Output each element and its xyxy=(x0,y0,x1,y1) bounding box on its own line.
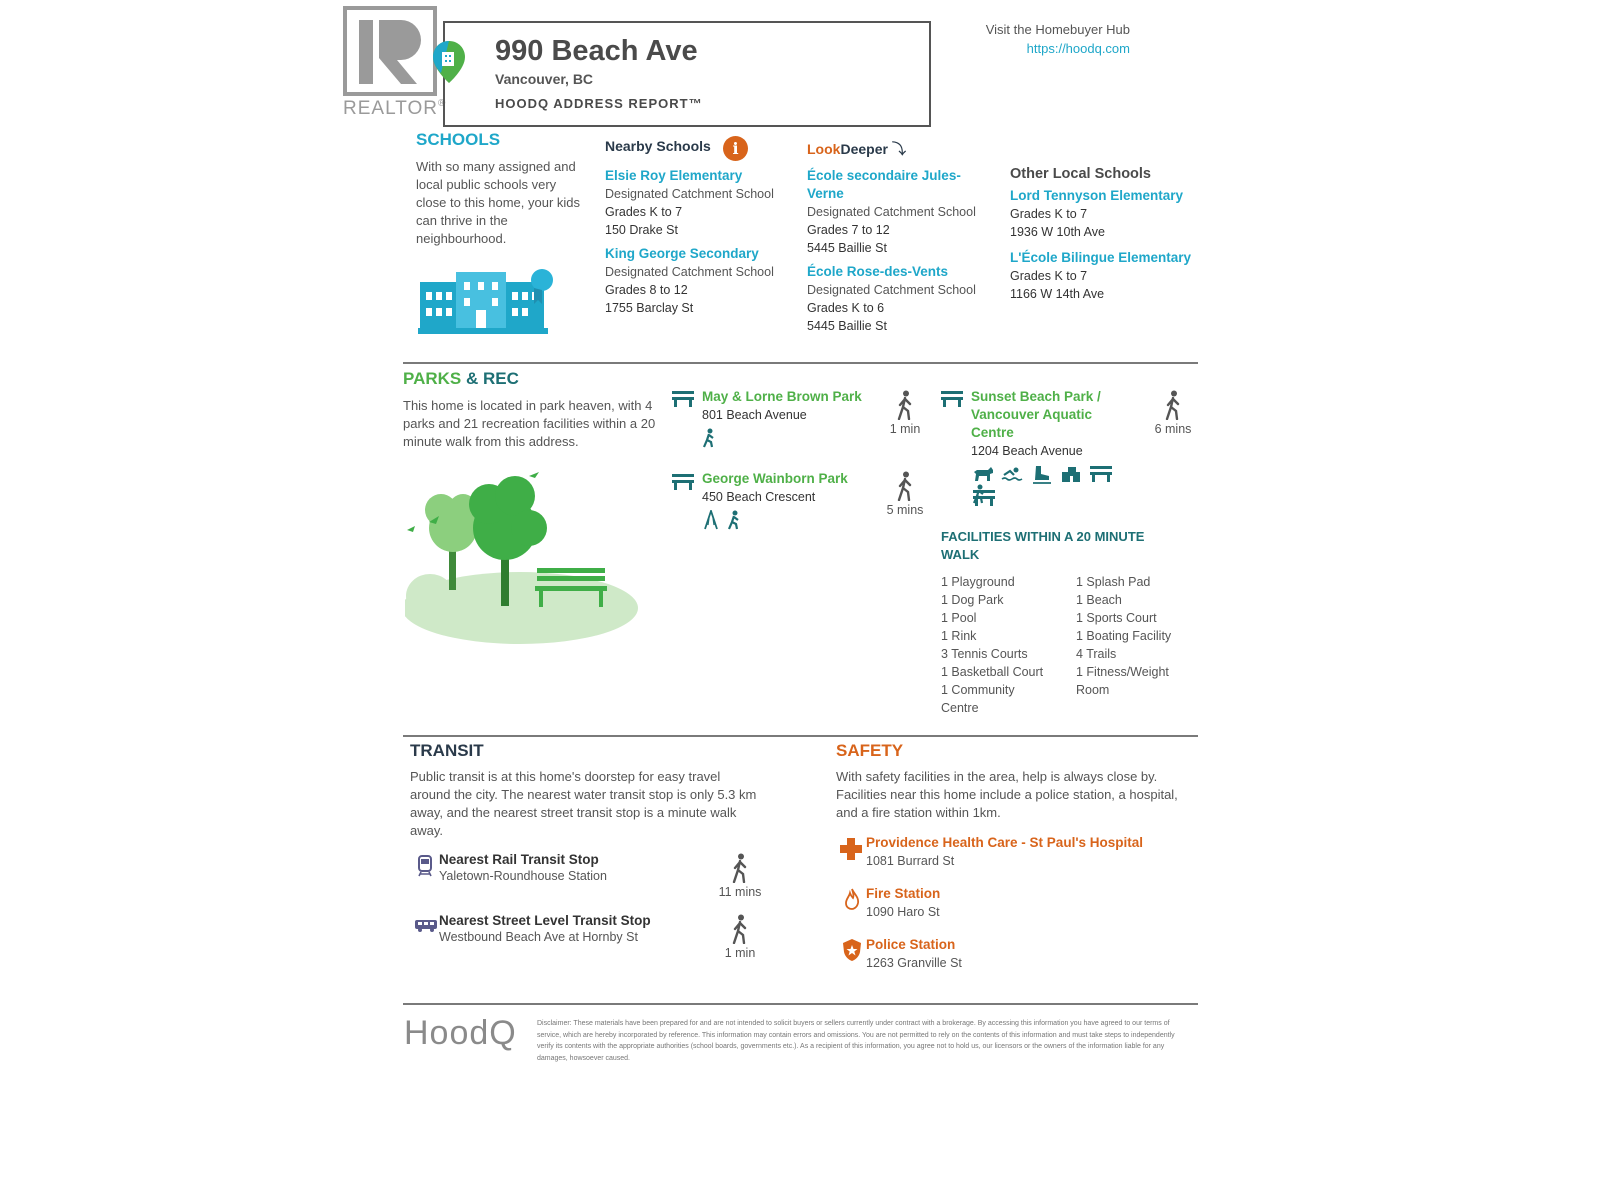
facility-item: 4 Trails xyxy=(1076,647,1117,661)
hub-link[interactable]: https://hoodq.com xyxy=(1026,41,1130,56)
school-name-line: Verne xyxy=(807,186,844,201)
transit-description xyxy=(410,768,780,840)
other-schools-label: Other Local Schools xyxy=(1010,166,1151,182)
facility-item: 1 Splash Pad xyxy=(1076,575,1151,589)
walking-person-icon xyxy=(896,471,914,501)
facility-item: 1 Rink xyxy=(941,629,977,643)
facility-item: 1 Boating Facility xyxy=(1076,629,1172,643)
disclaimer-line: Disclaimer: These materials have been prepared for and are not intended to solicit buyers or sellers currently under contract with a brokerage. By accessing this information you have agreed to our terms of xyxy=(537,1020,1170,1027)
parks-description: This home is located in park heaven, with 4 parks and 21 recreation facilities within a 20 minute walk from this address. xyxy=(403,398,656,449)
nearby-schools-label: Nearby Schools xyxy=(605,138,711,154)
facility-item: 1 Basketball Court xyxy=(941,665,1044,679)
facility-item: 1 Pool xyxy=(941,611,977,625)
school-type: Designated Catchment School xyxy=(807,205,976,219)
school-name[interactable] xyxy=(807,167,1002,203)
facilities-list-1 xyxy=(941,573,1071,717)
section-divider xyxy=(403,735,1198,737)
hospital-name[interactable]: Providence Health Care - St Paul's Hospital xyxy=(866,835,1144,850)
school-name[interactable]: École Rose-des-Vents xyxy=(807,264,949,279)
police-station-address: 1263 Granville St xyxy=(866,956,962,970)
police-badge-icon xyxy=(842,938,862,962)
playground-swing-icon xyxy=(702,510,720,530)
deeper-label: Deeper xyxy=(840,141,888,157)
fire-flame-icon xyxy=(844,888,860,910)
police-station-name[interactable]: Police Station xyxy=(866,937,956,952)
school-address: 1936 W 10th Ave xyxy=(1010,225,1105,239)
school-grades: Grades K to 7 xyxy=(1010,207,1088,221)
walk-time: 1 min xyxy=(724,946,756,960)
facility-item: Centre xyxy=(941,701,979,715)
swimming-icon xyxy=(1001,466,1023,482)
disclaimer-line: verify its contents with the appropriate authorities (school boards, governments etc.). As a recipient of this information, you agree not to hold us, our licensors or the owners of the information liable for any xyxy=(537,1043,1165,1050)
disclaimer xyxy=(537,1018,1202,1064)
facility-item: 1 Dog Park xyxy=(941,593,1004,607)
disclaimer-line: service, which are hereby incorporated by reference. This information may contain errors and omissions. You are not permitted to rely on the contents of this information and must take steps to independently xyxy=(537,1031,1175,1039)
walking-person-icon xyxy=(1164,390,1182,420)
registered-mark: ® xyxy=(438,98,447,109)
walk-time: 11 mins xyxy=(718,885,762,899)
parks-title-a: PARKS xyxy=(403,369,462,388)
rail-label: Nearest Rail Transit Stop xyxy=(439,852,599,867)
section-divider xyxy=(403,362,1198,364)
schools-description: With so many assigned and local public schools very close to this home, your kids can thrive in the neighbourhood. xyxy=(416,159,581,246)
safety-description-line: and a fire station within 1km. xyxy=(836,805,1001,820)
park-address: 1204 Beach Avenue xyxy=(971,444,1083,458)
safety-description-line: Facilities near this home include a police station, a hospital, xyxy=(836,787,1178,802)
school-address: 5445 Baillie St xyxy=(807,319,887,333)
transit-description-line: around the city. The nearest water transit stop is only 5.3 km xyxy=(410,787,757,802)
school-grades: Grades 7 to 12 xyxy=(807,223,890,237)
school-name[interactable]: King George Secondary xyxy=(605,246,759,261)
school-type: Designated Catchment School xyxy=(605,187,774,201)
facilities-title-line: WALK xyxy=(941,547,980,562)
school-address: 1755 Barclay St xyxy=(605,301,694,315)
location-pin-icon xyxy=(431,39,467,85)
hoodq-logo: HoodQ xyxy=(404,1014,517,1052)
facility-item: Room xyxy=(1076,683,1110,697)
park-bench-icon xyxy=(1090,466,1112,482)
walk-time: 1 min xyxy=(889,422,921,436)
address-box xyxy=(443,21,931,127)
realtor-r-icon xyxy=(343,6,437,96)
report-title: HOODQ ADDRESS REPORT™ xyxy=(495,96,703,111)
facilities-title-line: FACILITIES WITHIN A 20 MINUTE xyxy=(941,529,1145,544)
trail-runner-icon xyxy=(702,428,716,448)
walking-person-icon xyxy=(896,390,914,420)
safety-description-line: With safety facilities in the area, help is always close by. xyxy=(836,769,1158,784)
park-name[interactable]: George Wainborn Park xyxy=(702,471,848,486)
walking-person-icon xyxy=(731,853,749,883)
school-grades: Grades K to 7 xyxy=(1010,269,1088,283)
facility-item: 1 Sports Court xyxy=(1076,611,1157,625)
park-name-line: Sunset Beach Park / xyxy=(971,389,1101,404)
community-centre-icon xyxy=(1060,465,1082,483)
hospital-cross-icon xyxy=(840,838,862,860)
look-label: Look xyxy=(807,141,841,157)
disclaimer-line: damages, howsoever caused. xyxy=(537,1054,630,1062)
trail-runner-icon xyxy=(727,510,741,530)
rail-stop[interactable]: Yaletown-Roundhouse Station xyxy=(439,869,607,883)
hub-label: Visit the Homebuyer Hub xyxy=(985,22,1130,37)
park-bench-icon xyxy=(672,474,694,490)
street-stop[interactable]: Westbound Beach Ave at Hornby St xyxy=(439,930,638,944)
school-grades: Grades K to 6 xyxy=(807,301,885,315)
school-name-line: École secondaire Jules- xyxy=(807,168,961,183)
transit-description-line: away. xyxy=(410,823,443,838)
skating-rink-icon xyxy=(1031,464,1053,484)
school-type: Designated Catchment School xyxy=(605,265,774,279)
walking-person-icon xyxy=(731,914,749,944)
school-address: 1166 W 14th Ave xyxy=(1010,287,1105,301)
park-trees-illustration xyxy=(405,468,645,646)
facility-item: 1 Fitness/Weight xyxy=(1076,665,1169,679)
park-address: 801 Beach Avenue xyxy=(702,408,807,422)
park-bench-icon xyxy=(672,391,694,407)
school-name[interactable]: Elsie Roy Elementary xyxy=(605,168,743,183)
fire-station-name[interactable]: Fire Station xyxy=(866,886,941,901)
transit-title: TRANSIT xyxy=(410,741,484,760)
arrow-down-icon: ⤵ xyxy=(891,141,906,157)
park-name-line: Centre xyxy=(971,425,1014,440)
school-address: 150 Drake St xyxy=(605,223,678,237)
walk-time: 5 mins xyxy=(886,503,924,517)
bus-icon xyxy=(414,919,438,933)
facility-item: 1 Playground xyxy=(941,575,1015,589)
realtor-text: REALTOR xyxy=(343,98,438,119)
street-label: Nearest Street Level Transit Stop xyxy=(439,913,651,928)
park-bench-icon xyxy=(973,490,995,506)
facilities-title xyxy=(941,528,1144,564)
info-icon[interactable]: i xyxy=(723,136,748,161)
schools-title: SCHOOLS xyxy=(416,130,501,149)
facility-item: 1 Beach xyxy=(1076,593,1122,607)
dog-park-icon xyxy=(972,466,994,482)
safety-title: SAFETY xyxy=(836,741,904,760)
school-grades: Grades K to 7 xyxy=(605,205,683,219)
walk-time: 6 mins xyxy=(1154,422,1192,436)
park-bench-icon xyxy=(941,391,963,407)
fire-station-address: 1090 Haro St xyxy=(866,905,940,919)
school-name[interactable]: Lord Tennyson Elementary xyxy=(1010,188,1184,203)
parks-title-b: & REC xyxy=(465,369,519,388)
facility-item: 3 Tennis Courts xyxy=(941,647,1028,661)
school-building-icon xyxy=(418,268,558,336)
address-city: Vancouver, BC xyxy=(495,71,594,87)
transit-description-line: away, and the nearest street transit stop is a minute walk xyxy=(410,805,737,820)
hospital-address: 1081 Burrard St xyxy=(866,854,955,868)
transit-description-line: Public transit is at this home's doorstep for easy travel xyxy=(410,769,721,784)
school-type: Designated Catchment School xyxy=(807,283,976,297)
park-name-line: Vancouver Aquatic xyxy=(971,407,1093,422)
facilities-list-2 xyxy=(1076,573,1201,699)
facility-item: 1 Community xyxy=(941,683,1015,697)
train-icon xyxy=(417,855,433,877)
safety-description xyxy=(836,768,1201,822)
park-address: 450 Beach Crescent xyxy=(702,490,816,504)
address-title: 990 Beach Ave xyxy=(495,35,698,67)
section-divider xyxy=(403,1003,1198,1005)
school-name[interactable]: L'École Bilingue Elementary xyxy=(1010,250,1192,265)
park-name[interactable] xyxy=(971,388,1151,442)
park-name[interactable]: May & Lorne Brown Park xyxy=(702,389,862,404)
school-grades: Grades 8 to 12 xyxy=(605,283,688,297)
school-address: 5445 Baillie St xyxy=(807,241,887,255)
